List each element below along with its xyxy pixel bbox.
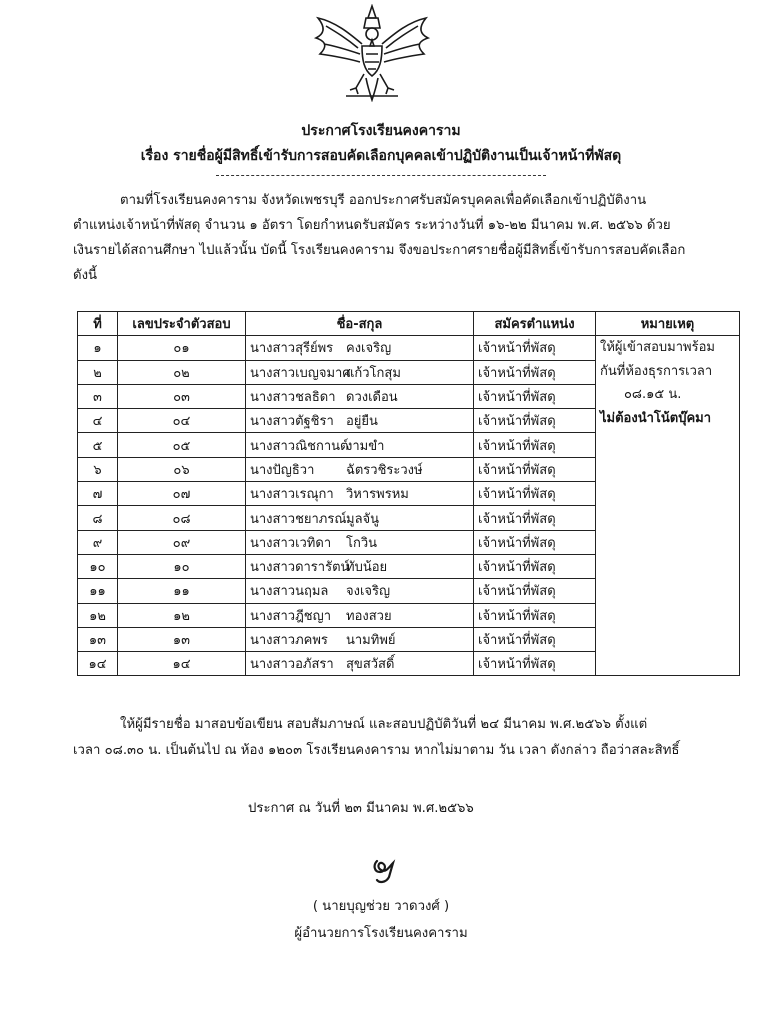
remark-line-3: ๐๘.๑๕ น.: [624, 387, 682, 403]
last-name: โกวิน: [346, 535, 378, 551]
signatory-name: ( นายบุญช่วย วาดวงศ์ ): [312, 899, 450, 914]
cell-no: ๑๐: [78, 554, 118, 578]
first-name: นางสาวตัฐชิรา: [250, 414, 334, 430]
cell-name: [246, 482, 474, 506]
intro-line-3: เงินรายได้สถานศึกษา ไปแล้วนั้น บัดนี้ โรงเรียนคงคาราม จึงขอประกาศรายชื่อผู้มีสิทธิ์เข้ารับการสอบคัดเลือก: [73, 243, 686, 258]
cell-no: ๙: [78, 530, 118, 554]
candidate-table: [77, 311, 740, 676]
cell-position: เจ้าหน้าที่พัสดุ: [474, 409, 596, 433]
title-separator: [216, 175, 546, 176]
last-name: มูลจันู: [346, 511, 380, 527]
signature-mark-icon: [368, 852, 398, 886]
cell-position: เจ้าหน้าที่พัสดุ: [474, 457, 596, 481]
intro-line-4: ดังนี้: [73, 268, 98, 283]
cell-exam-id: ๐๓: [118, 384, 246, 408]
first-name: นางสาวดารารัตน์: [250, 560, 350, 576]
first-name: นางสาวสุรีย์พร: [250, 341, 334, 357]
cell-name: [246, 409, 474, 433]
cell-exam-id: ๐๖: [118, 457, 246, 481]
cell-no: ๘: [78, 506, 118, 530]
cell-name: [246, 627, 474, 651]
cell-no: ๗: [78, 482, 118, 506]
cell-no: ๓: [78, 384, 118, 408]
cell-exam-id: ๑๓: [118, 627, 246, 651]
intro-line-2: ตำแหน่งเจ้าหน้าที่พัสดุ จำนวน ๑ อัตรา โดยกำหนดรับสมัคร ระหว่างวันที่ ๑๖-๒๒ มีนาคม พ.ศ. ๒๕๖๖ ด้วย: [73, 218, 671, 233]
last-name: แก้วโกสุม: [346, 365, 401, 381]
last-name: วิหารพรหม: [346, 487, 409, 503]
last-name: งามขำ: [346, 438, 385, 454]
table-header-row: [78, 312, 740, 336]
col-header-no: ที่: [78, 312, 118, 336]
cell-no: ๑๔: [78, 652, 118, 676]
first-name: นางสาวเบญจมาศ: [250, 365, 351, 381]
cell-position: เจ้าหน้าที่พัสดุ: [474, 554, 596, 578]
last-name: สุขสวัสดิ์: [346, 657, 395, 673]
first-name: นางสาวเรณุกา: [250, 487, 334, 503]
cell-name: [246, 506, 474, 530]
cell-no: ๒: [78, 360, 118, 384]
cell-name: [246, 579, 474, 603]
first-name: นางสาวฎีชญา: [250, 608, 331, 624]
cell-name: [246, 603, 474, 627]
page-title: ประกาศโรงเรียนคงคาราม: [301, 123, 461, 139]
last-name: จงเจริญ: [346, 584, 391, 600]
first-name: นางสาวเวทิดา: [250, 535, 332, 551]
cell-no: ๔: [78, 409, 118, 433]
first-name: นางสาวภคพร: [250, 633, 328, 648]
col-header-remark: หมายเหตุ: [596, 312, 740, 336]
cell-name: [246, 384, 474, 408]
cell-name: [246, 433, 474, 457]
cell-name: [246, 554, 474, 578]
cell-remark: [596, 336, 740, 676]
cell-position: เจ้าหน้าที่พัสดุ: [474, 579, 596, 603]
remark-line-1: ให้ผู้เข้าสอบมาพร้อม: [600, 340, 715, 356]
garuda-emblem-icon: [306, 4, 438, 102]
last-name: ทองสวย: [346, 608, 392, 624]
last-name: ฉัตรวชิระวงษ์: [346, 462, 423, 478]
cell-exam-id: ๐๙: [118, 530, 246, 554]
cell-position: เจ้าหน้าที่พัสดุ: [474, 603, 596, 627]
cell-exam-id: ๐๗: [118, 482, 246, 506]
first-name: นางสาวชยาภรณ์: [250, 511, 347, 527]
cell-no: ๑: [78, 336, 118, 360]
cell-exam-id: ๑๐: [118, 554, 246, 578]
cell-position: เจ้าหน้าที่พัสดุ: [474, 627, 596, 651]
last-name: ดวงเดือน: [346, 390, 398, 406]
cell-no: ๑๑: [78, 579, 118, 603]
cell-exam-id: ๐๒: [118, 360, 246, 384]
cell-position: เจ้าหน้าที่พัสดุ: [474, 360, 596, 384]
last-name: ทับน้อย: [346, 560, 388, 576]
cell-position: เจ้าหน้าที่พัสดุ: [474, 530, 596, 554]
cell-exam-id: ๐๕: [118, 433, 246, 457]
remark-line-2: กันที่ห้องธุรการเวลา: [600, 363, 713, 379]
cell-no: ๑๒: [78, 603, 118, 627]
cell-exam-id: ๐๑: [118, 336, 246, 360]
first-name: นางสาวนฤมล: [250, 584, 329, 600]
cell-name: [246, 336, 474, 360]
last-name: อยู่ยืน: [346, 414, 378, 430]
cell-no: ๕: [78, 433, 118, 457]
last-name: นามทิพย์: [346, 633, 396, 648]
cell-exam-id: ๐๔: [118, 409, 246, 433]
last-name: คงเจริญ: [346, 341, 392, 357]
exam-notice-line-1: ให้ผู้มีรายชื่อ มาสอบข้อเขียน สอบสัมภาษณ์ และสอบปฏิบัติวันที่ ๒๔ มีนาคม พ.ศ.๒๕๖๖ ตั้งแต่: [120, 717, 648, 732]
cell-position: เจ้าหน้าที่พัสดุ: [474, 652, 596, 676]
cell-position: เจ้าหน้าที่พัสดุ: [474, 506, 596, 530]
announcement-subject: เรื่อง รายชื่อผู้มีสิทธิ์เข้ารับการสอบคัดเลือกบุคคลเข้าปฏิบัติงานเป็นเจ้าหน้าที่พัสดุ: [140, 148, 622, 164]
cell-no: ๑๓: [78, 627, 118, 651]
cell-exam-id: ๐๘: [118, 506, 246, 530]
cell-position: เจ้าหน้าที่พัสดุ: [474, 433, 596, 457]
exam-notice-line-2: เวลา ๐๘.๓๐ น. เป็นต้นไป ณ ห้อง ๑๒๐๓ โรงเรียนคงคาราม หากไม่มาตาม วัน เวลา ดังกล่าว ถือว่าสละสิทธิ์: [73, 743, 680, 758]
cell-exam-id: ๑๔: [118, 652, 246, 676]
first-name: นางสาวชลธิดา: [250, 390, 336, 406]
cell-name: [246, 530, 474, 554]
cell-exam-id: ๑๑: [118, 579, 246, 603]
col-header-name: ชื่อ-สกุล: [246, 312, 474, 336]
cell-no: ๖: [78, 457, 118, 481]
announce-date: ประกาศ ณ วันที่ ๒๓ มีนาคม พ.ศ.๒๕๖๖: [248, 801, 474, 816]
cell-name: [246, 457, 474, 481]
col-header-exam-id: เลขประจำตัวสอบ: [118, 312, 246, 336]
first-name: นางสาวอภัสรา: [250, 657, 334, 673]
signatory-position: ผู้อำนวยการโรงเรียนคงคาราม: [294, 926, 468, 941]
cell-position: เจ้าหน้าที่พัสดุ: [474, 482, 596, 506]
cell-name: [246, 652, 474, 676]
cell-position: เจ้าหน้าที่พัสดุ: [474, 336, 596, 360]
first-name: นางปัญธิวา: [250, 462, 315, 478]
intro-line-1: ตามที่โรงเรียนคงคาราม จังหวัดเพชรบุรี ออกประกาศรับสมัครบุคคลเพื่อคัดเลือกเข้าปฏิบัติงาน: [120, 193, 647, 208]
cell-exam-id: ๑๒: [118, 603, 246, 627]
cell-position: เจ้าหน้าที่พัสดุ: [474, 384, 596, 408]
remark-line-4: ไม่ต้องนำโน้ตบุ๊คมา: [600, 410, 712, 426]
table-row: [78, 336, 740, 360]
cell-name: [246, 360, 474, 384]
col-header-position: สมัครตำแหน่ง: [474, 312, 596, 336]
first-name: นางสาวณิชกานต์: [250, 438, 349, 454]
